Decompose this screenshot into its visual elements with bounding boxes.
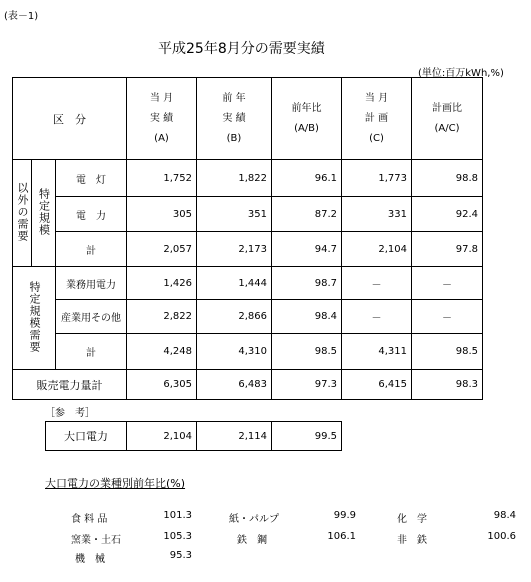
reference-label: ［参 考］ [45, 408, 95, 419]
demand-table [12, 77, 483, 400]
industry-value: 106.1 [327, 531, 356, 542]
industry-name: 化 学 [397, 514, 427, 525]
cell-c: 4,311 [342, 334, 412, 370]
row-label: 業務用電力 [56, 267, 127, 300]
row-label: 産業用その他 [56, 300, 127, 334]
col-header-ab-l1: 前年比 [291, 102, 322, 114]
page-title: 平成25年8月分の需要実績 [158, 41, 325, 57]
cell-c: 2,104 [342, 232, 412, 267]
industry-value: 95.3 [169, 550, 192, 561]
col-header-a [127, 78, 197, 160]
col-header-ac-l1: 計画比 [432, 102, 462, 114]
total-label: 販売電力量計 [13, 370, 127, 400]
row-label: 電 力 [56, 197, 127, 232]
reference-row-label: 大口電力 [46, 422, 127, 451]
row-label: 電 灯 [56, 160, 127, 197]
col-header-c-l1: 当 月 [364, 92, 389, 104]
group2-label: 特定規模需要 [28, 280, 41, 353]
cell-b: 2,114 [197, 422, 272, 451]
unit-label: (単位:百万kWh,%) [418, 68, 504, 79]
cell-c: 331 [342, 197, 412, 232]
cell-ac: 92.4 [412, 197, 483, 232]
cell-a: 6,305 [127, 370, 197, 400]
table-row [13, 300, 483, 334]
cell-c: － [342, 300, 412, 334]
cell-b: 2,173 [197, 232, 272, 267]
row-label: 計 [56, 232, 127, 267]
col-header-b-l2: 実 績 [222, 112, 246, 124]
cell-a: 2,822 [127, 300, 197, 334]
col-header-c-l2: 計 画 [364, 112, 389, 124]
cell-ab: 98.7 [272, 267, 342, 300]
row-label: 計 [56, 334, 127, 370]
industry-value: 105.3 [163, 531, 192, 542]
group1-outer-label: 以外の需要 [16, 181, 29, 242]
kubun-header: 区 分 [13, 78, 127, 160]
cell-b: 1,822 [197, 160, 272, 197]
cell-b: 6,483 [197, 370, 272, 400]
industry-name: 食 料 品 [71, 514, 108, 525]
industry-name: 非 鉄 [397, 535, 427, 546]
industry-name: 窯業・土石 [71, 535, 121, 546]
table-row [13, 334, 483, 370]
cell-ac: 97.8 [412, 232, 483, 267]
col-header-ab-l3: (A/B) [294, 122, 319, 134]
cell-b: 4,310 [197, 334, 272, 370]
cell-ac: － [412, 300, 483, 334]
cell-ac: 98.5 [412, 334, 483, 370]
cell-b: 2,866 [197, 300, 272, 334]
cell-ab: 96.1 [272, 160, 342, 197]
table-row [13, 232, 483, 267]
cell-b: 351 [197, 197, 272, 232]
cell-ab: 87.2 [272, 197, 342, 232]
cell-a: 1,426 [127, 267, 197, 300]
col-header-b-l1: 前 年 [222, 92, 246, 104]
industry-name: 機 械 [75, 554, 105, 565]
col-header-a-l2: 実 績 [149, 112, 174, 124]
industry-value: 100.6 [487, 531, 516, 542]
cell-ab: 94.7 [272, 232, 342, 267]
industry-name: 鉄 鋼 [237, 535, 267, 546]
cell-ab: 98.5 [272, 334, 342, 370]
col-header-ac [412, 78, 483, 160]
col-header-a-l1: 当 月 [149, 92, 174, 104]
total-row [13, 370, 483, 400]
industry-value: 99.9 [333, 510, 356, 521]
cell-ab: 97.3 [272, 370, 342, 400]
cell-ab: 98.4 [272, 300, 342, 334]
col-header-c [342, 78, 412, 160]
table-row [13, 160, 483, 197]
group1-inner-label: 特定規模 [37, 187, 51, 236]
table-row [13, 197, 483, 232]
cell-a: 305 [127, 197, 197, 232]
col-header-b [197, 78, 272, 160]
cell-ac: 98.3 [412, 370, 483, 400]
table-label: (表－1) [4, 11, 39, 22]
cell-b: 1,444 [197, 267, 272, 300]
cell-ab: 99.5 [272, 422, 342, 451]
cell-a: 1,752 [127, 160, 197, 197]
cell-c: 6,415 [342, 370, 412, 400]
col-header-ab [272, 78, 342, 160]
cell-c: 1,773 [342, 160, 412, 197]
col-header-a-l3: (A) [154, 132, 169, 144]
industry-name: 紙・パルプ [229, 514, 279, 525]
col-header-b-l3: (B) [226, 132, 242, 144]
cell-ac: － [412, 267, 483, 300]
reference-table [45, 421, 342, 451]
industry-value: 101.3 [163, 510, 192, 521]
cell-c: － [342, 267, 412, 300]
cell-a: 2,057 [127, 232, 197, 267]
cell-a: 2,104 [127, 422, 197, 451]
table-row [13, 267, 483, 300]
cell-ac: 98.8 [412, 160, 483, 197]
col-header-c-l3: (C) [369, 132, 384, 144]
industry-title: 大口電力の業種別前年比(%) [45, 477, 186, 490]
industry-value: 98.4 [493, 510, 516, 521]
col-header-ac-l3: (A/C) [434, 122, 460, 134]
cell-a: 4,248 [127, 334, 197, 370]
header-row [13, 78, 483, 160]
table-row [46, 422, 342, 451]
